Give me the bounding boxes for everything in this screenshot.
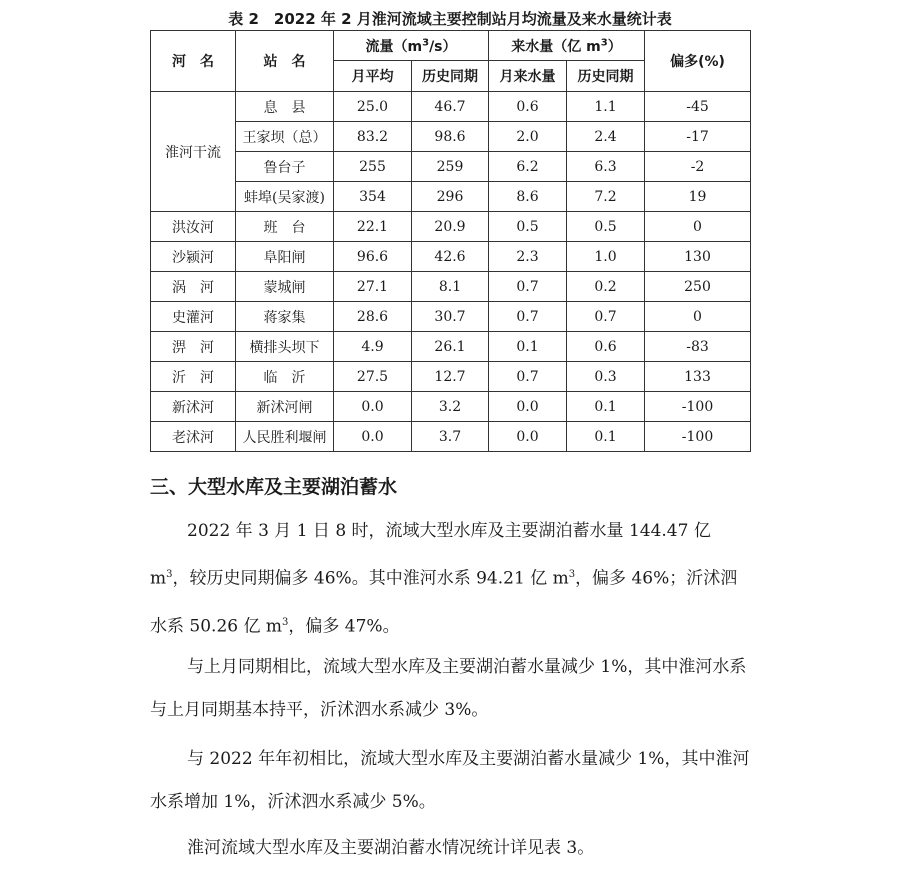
cell-flow-hist: 26.1	[412, 332, 489, 362]
cell-flow-avg: 0.0	[334, 392, 412, 422]
paragraph-table-reference: 淮河流域大型水库及主要湖泊蓄水情况统计详见表 3。	[187, 838, 595, 858]
cell-station: 新沭河闸	[236, 392, 334, 422]
cell-flow-avg: 255	[334, 152, 412, 182]
cell-flow-hist: 259	[412, 152, 489, 182]
cell-dev: 0	[645, 302, 751, 332]
cell-flow-hist: 20.9	[412, 212, 489, 242]
cell-vol: 0.5	[489, 212, 567, 242]
cell-vol: 0.7	[489, 362, 567, 392]
cell-river: 沙颍河	[151, 242, 236, 272]
cell-flow-avg: 28.6	[334, 302, 412, 332]
table-row	[151, 212, 751, 242]
header-volume-hist: 历史同期	[567, 61, 645, 92]
cell-vol: 8.6	[489, 182, 567, 212]
cell-dev: 133	[645, 362, 751, 392]
table-row	[151, 182, 751, 212]
cell-station: 横排头坝下	[236, 332, 334, 362]
cell-flow-avg: 4.9	[334, 332, 412, 362]
cell-vol-hist: 2.4	[567, 122, 645, 152]
cell-vol: 0.7	[489, 302, 567, 332]
cell-flow-hist: 98.6	[412, 122, 489, 152]
cell-flow-avg: 22.1	[334, 212, 412, 242]
table-row	[151, 422, 751, 452]
cell-station: 蒋家集	[236, 302, 334, 332]
section-heading: 三、大型水库及主要湖泊蓄水	[150, 476, 398, 498]
table-row	[151, 92, 751, 122]
cell-station: 王家坝（总）	[236, 122, 334, 152]
cell-flow-hist: 30.7	[412, 302, 489, 332]
paragraph-month-compare: 与上月同期相比，流域大型水库及主要湖泊蓄水量减少 1%，其中淮河水系与上月同期基本持平，沂沭泗水系减少 3%。	[150, 657, 747, 720]
header-deviation: 偏多(%)	[645, 31, 751, 92]
cell-flow-hist: 12.7	[412, 362, 489, 392]
cell-flow-hist: 46.7	[412, 92, 489, 122]
cell-dev: -45	[645, 92, 751, 122]
header-river: 河 名	[151, 31, 236, 92]
cell-vol: 0.0	[489, 392, 567, 422]
cell-vol-hist: 0.3	[567, 362, 645, 392]
cell-river: 沂 河	[151, 362, 236, 392]
cell-vol-hist: 0.1	[567, 392, 645, 422]
paragraph-storage-summary: 2022 年 3 月 1 日 8 时，流域大型水库及主要湖泊蓄水量 144.47 亿 $m^3$，较历史同期偏多 46%。其中淮河水系 94.21 亿 $m^3$，偏多 46%；沂沭泗水系 50.26 亿 $m^3$，偏多 47%。	[150, 521, 738, 637]
cell-flow-hist: 42.6	[412, 242, 489, 272]
paragraph-year-compare: 与 2022 年年初相比，流域大型水库及主要湖泊蓄水量减少 1%，其中淮河水系增加 1%，沂沭泗水系减少 5%。	[150, 749, 750, 812]
cell-dev: -2	[645, 152, 751, 182]
cell-flow-avg: 27.5	[334, 362, 412, 392]
cell-flow-hist: 8.1	[412, 272, 489, 302]
cell-river: 史灌河	[151, 302, 236, 332]
cell-vol: 0.1	[489, 332, 567, 362]
cell-vol: 0.0	[489, 422, 567, 452]
cell-station: 阜阳闸	[236, 242, 334, 272]
cell-dev: -17	[645, 122, 751, 152]
cell-dev: 19	[645, 182, 751, 212]
cell-flow-avg: 27.1	[334, 272, 412, 302]
cell-vol-hist: 0.1	[567, 422, 645, 452]
table-row	[151, 242, 751, 272]
cell-vol-hist: 1.0	[567, 242, 645, 272]
cell-river: 老沭河	[151, 422, 236, 452]
cell-flow-avg: 83.2	[334, 122, 412, 152]
cell-flow-avg: 96.6	[334, 242, 412, 272]
cell-vol-hist: 0.7	[567, 302, 645, 332]
table-caption: 表 2 2022 年 2 月淮河流域主要控制站月均流量及来水量统计表	[228, 10, 672, 28]
cell-vol-hist: 0.2	[567, 272, 645, 302]
table-row	[151, 272, 751, 302]
header-volume-monthly: 月来水量	[489, 61, 567, 92]
cell-river: 洪汝河	[151, 212, 236, 242]
cell-vol: 2.3	[489, 242, 567, 272]
header-flow-group: 流量$(m^3/s)$	[334, 31, 489, 61]
cell-river: 涡 河	[151, 272, 236, 302]
cell-vol: 0.7	[489, 272, 567, 302]
cell-flow-avg: 0.0	[334, 422, 412, 452]
cell-river: 新沭河	[151, 392, 236, 422]
cell-dev: 130	[645, 242, 751, 272]
cell-vol: 0.6	[489, 92, 567, 122]
cell-flow-hist: 3.7	[412, 422, 489, 452]
cell-vol-hist: 0.6	[567, 332, 645, 362]
header-volume-group: 来水量（亿 $m^3$）	[489, 31, 645, 61]
cell-station: 息 县	[236, 92, 334, 122]
header-flow-hist: 历史同期	[412, 61, 489, 92]
cell-dev: 0	[645, 212, 751, 242]
cell-station: 蚌埠(吴家渡)	[236, 182, 334, 212]
cell-station: 蒙城闸	[236, 272, 334, 302]
table-row	[151, 362, 751, 392]
cell-vol-hist: 0.5	[567, 212, 645, 242]
cell-vol: 6.2	[489, 152, 567, 182]
cell-station: 人民胜利堰闸	[236, 422, 334, 452]
cell-dev: -83	[645, 332, 751, 362]
cell-flow-hist: 296	[412, 182, 489, 212]
table-row	[151, 122, 751, 152]
cell-river: 淮河干流	[151, 92, 236, 212]
cell-dev: -100	[645, 422, 751, 452]
cell-vol-hist: 6.3	[567, 152, 645, 182]
cell-dev: 250	[645, 272, 751, 302]
cell-river: 淠 河	[151, 332, 236, 362]
cell-vol-hist: 1.1	[567, 92, 645, 122]
header-station: 站 名	[236, 31, 334, 92]
cell-station: 临 沂	[236, 362, 334, 392]
table-row	[151, 302, 751, 332]
cell-station: 鲁台子	[236, 152, 334, 182]
cell-station: 班 台	[236, 212, 334, 242]
flow-statistics-table	[150, 30, 751, 452]
table-row	[151, 392, 751, 422]
cell-flow-hist: 3.2	[412, 392, 489, 422]
header-flow-monthly: 月平均	[334, 61, 412, 92]
cell-flow-avg: 354	[334, 182, 412, 212]
cell-flow-avg: 25.0	[334, 92, 412, 122]
cell-vol-hist: 7.2	[567, 182, 645, 212]
table-row	[151, 152, 751, 182]
table-row	[151, 332, 751, 362]
cell-vol: 2.0	[489, 122, 567, 152]
cell-dev: -100	[645, 392, 751, 422]
